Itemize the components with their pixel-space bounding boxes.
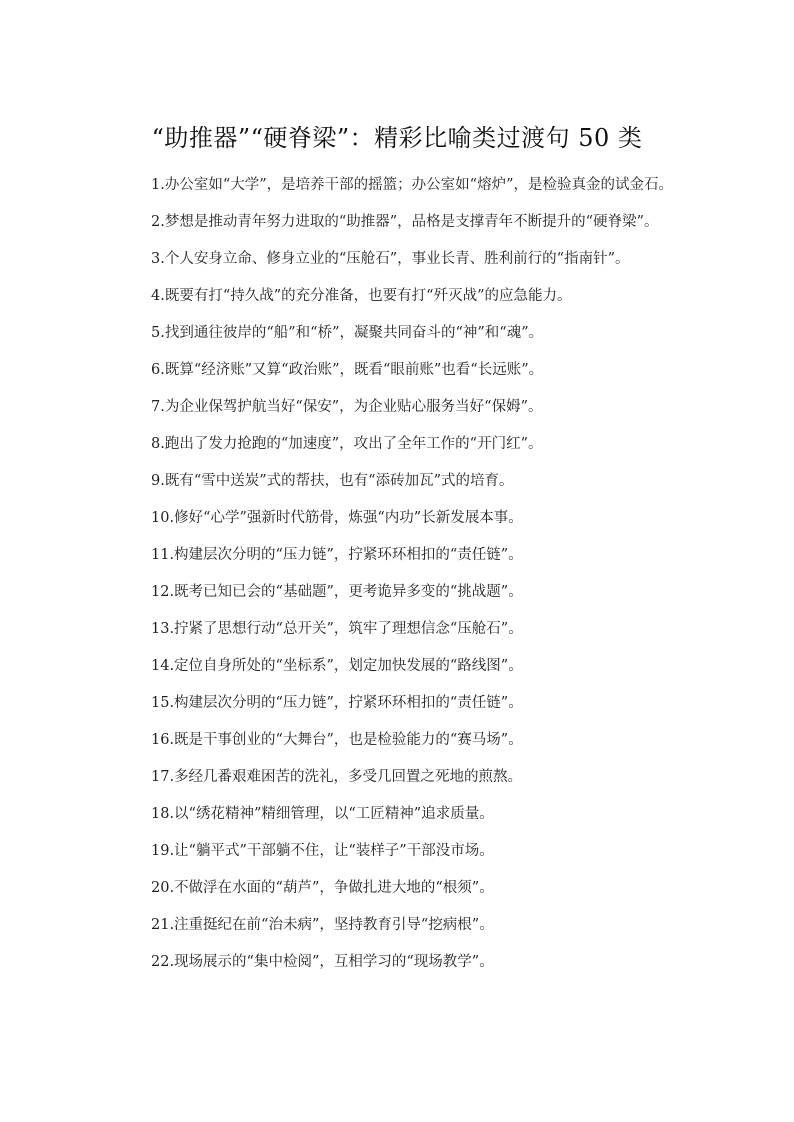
list-item: 17.多经几番艰难困苦的洗礼，多受几回置之死地的煎熬。: [151, 769, 523, 785]
list-item: 2.梦想是推动青年努力进取的“助推器”，品格是支撑青年不断提升的“硬脊梁”。: [151, 214, 659, 230]
list-item: 1.办公室如“大学”，是培养干部的摇篮；办公室如“熔炉”，是检验真金的试金石。: [151, 177, 673, 193]
list-item: 21.注重挺纪在前“治未病”，坚持教育引导“挖病根”。: [151, 917, 494, 933]
list-item: 11.构建层次分明的“压力链”，拧紧环环相扣的“责任链”。: [151, 547, 523, 563]
list-item: 13.拧紧了思想行动“总开关”，筑牢了理想信念“压舱石”。: [151, 621, 523, 637]
list-item: 16.既是干事创业的“大舞台”，也是检验能力的“赛马场”。: [151, 732, 523, 748]
list-item: 7.为企业保驾护航当好“保安”，为企业贴心服务当好“保姆”。: [151, 399, 543, 415]
list-item: 22.现场展示的“集中检阅”，互相学习的“现场教学”。: [151, 954, 494, 970]
list-item: 20.不做浮在水面的“葫芦”，争做扎进大地的“根须”。: [151, 880, 494, 896]
list-item: 10.修好“心学”强新时代筋骨，炼强“内功”长新发展本事。: [151, 510, 523, 526]
list-item: 15.构建层次分明的“压力链”，拧紧环环相扣的“责任链”。: [151, 695, 523, 711]
list-item: 9.既有“雪中送炭”式的帮扶，也有“添砖加瓦”式的培育。: [151, 473, 514, 489]
list-item: 14.定位自身所处的“坐标系”，划定加快发展的“路线图”。: [151, 658, 523, 674]
list-item: 6.既算“经济账”又算“政治账”，既看“眼前账”也看“长远账”。: [151, 362, 544, 378]
list-item: 19.让“躺平式”干部躺不住，让“装样子”干部没市场。: [151, 843, 494, 859]
document-title: “助推器”“硬脊梁”：精彩比喻类过渡句 50 类: [151, 124, 643, 152]
list-item: 12.既考已知已会的“基础题”，更考诡异多变的“挑战题”。: [151, 584, 523, 600]
list-item: 18.以“绣花精神”精细管理，以“工匠精神”追求质量。: [151, 806, 494, 822]
list-item: 5.找到通往彼岸的“船”和“桥”，凝聚共同奋斗的“神”和“魂”。: [151, 325, 544, 341]
list-item: 4.既要有打“持久战”的充分准备，也要有打“歼灭战”的应急能力。: [151, 288, 572, 304]
list-item: 8.跑出了发力抢跑的“加速度”，攻出了全年工作的“开门红”。: [151, 436, 543, 452]
list-item: 3.个人安身立命、修身立业的“压舱石”，事业长青、胜利前行的“指南针”。: [151, 251, 630, 267]
sentence-list: [119, 172, 675, 986]
